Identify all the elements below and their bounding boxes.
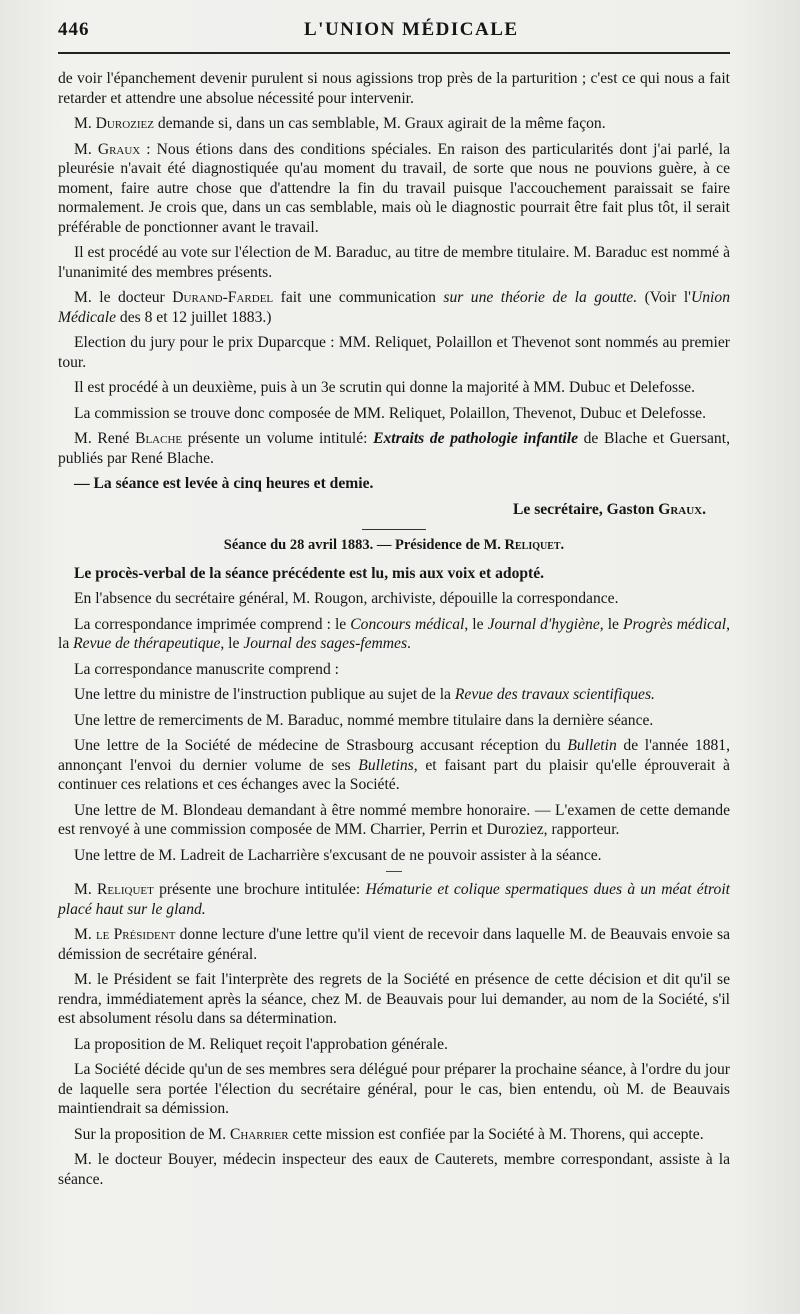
paragraph: Une lettre de remerciments de M. Baraduc, nommé membre titulaire dans la dernière séance.: [74, 711, 654, 729]
text-run: sur une théorie de la goutte.: [443, 289, 638, 306]
text-run: cette mission est confiée par la Société à M. Thorens, qui accepte.: [288, 1125, 704, 1143]
text-run: de l'année 1881, annonçant l'envoi du dernier volume de ses: [58, 737, 730, 774]
text-run: présente une brochure intitulée:: [153, 881, 366, 898]
paragraph: [58, 429, 730, 468]
text-run: Revue de thérapeutique: [73, 635, 221, 652]
paragraph: Une lettre de M. Blondeau demandant à être nommé membre honoraire. — L'examen de cette demande est renvoyé à une commission composée de MM. Charrier, Perrin et Duroziez, rapporteur.: [58, 801, 730, 838]
paragraph: Election du jury pour le prix Duparcque : MM. Reliquet, Polaillon et Thevenot sont nommés au premier tour.: [58, 334, 730, 371]
paragraph: [58, 288, 730, 327]
text-run: M. le docteur: [74, 289, 173, 306]
text-run: Union Médicale: [58, 289, 730, 326]
text-run: Extraits de pathologie infantile: [373, 430, 578, 447]
paragraph: Une lettre de M. Ladreit de Lacharrière s'excusant de ne pouvoir assister à la séance.: [74, 846, 602, 864]
text-run: fait une communication: [273, 289, 444, 306]
text-run: Charrier: [229, 1125, 289, 1143]
session-close: — La séance est levée à cinq heures et demie.: [74, 475, 374, 492]
paragraph: En l'absence du secrétaire général, M. Rougon, archiviste, dépouille la correspondance.: [74, 590, 619, 607]
paragraph: [58, 685, 730, 705]
text-run: Sur la proposition de M.: [74, 1125, 230, 1143]
journal-title: L'UNION MÉDICALE: [304, 19, 519, 40]
text-run: M.: [74, 881, 98, 898]
text-run: M. René: [74, 430, 136, 447]
text-run: Une lettre du ministre de l'instruction publique au sujet de la: [74, 686, 455, 703]
text-run: de Blache et Guersant, publiés par René Blache.: [58, 430, 730, 467]
section-divider: [386, 871, 402, 872]
text-run: Bulletin: [567, 737, 617, 754]
section-divider: [362, 529, 426, 530]
page-number: 446: [58, 19, 90, 40]
text-run: Duroziez: [95, 115, 154, 132]
paragraph: [58, 880, 730, 919]
text-run: La correspondance imprimée comprend : le: [74, 615, 351, 633]
paragraph: [58, 1125, 730, 1145]
paragraph: La correspondance manuscrite comprend :: [74, 660, 339, 678]
page-header: [58, 16, 730, 44]
header-rule: [58, 52, 730, 54]
paragraph: [58, 925, 730, 964]
text-run: donne lecture d'une lettre qu'il vient de recevoir dans laquelle M. de Beauvais envoie sa démission de secrétaire général.: [58, 926, 730, 963]
article-body: [58, 69, 730, 1195]
text-run: , le: [464, 615, 488, 633]
text-run: Blache: [135, 430, 183, 447]
text-run: Reliquet.: [504, 537, 565, 553]
text-run: : Nous étions dans des conditions spéciales. En raison des particularités dont j'ai parlé, la pleurésie n'avait été diagnostiquée qu'au moment du travail, de sorte que nous ne pouvions guère, à ce moment, faire autre chose que d'attendre la fin du travail puisque l'accouchement paraissait se faire normalement. Je crois que, dans un cas semblable, mais où le diagnostic pourrait être fait plus tôt, il serait préférable de ponctionner avant le travail.: [58, 140, 730, 236]
text-run: Durand-Fardel: [172, 289, 274, 306]
paragraph: [58, 736, 730, 795]
paragraph: La Société décide qu'un de ses membres sera délégué pour préparer la prochaine séance, à l'ordre du jour de laquelle sera portée l'élection du secrétaire général, pour le cas, bien entendu, où M. de Beauvais maintiendrait sa démission.: [58, 1061, 730, 1117]
text-run: .: [407, 635, 411, 652]
text-run: Concours médical: [350, 615, 465, 633]
text-run: , le: [220, 635, 244, 652]
paragraph: La commission se trouve donc composée de MM. Reliquet, Polaillon, Thevenot, Dubuc et Delefosse.: [74, 404, 706, 422]
text-run: Graux: [97, 140, 141, 158]
text-run: le Président: [95, 926, 176, 943]
paragraph: M. le Président se fait l'interprète des regrets de la Société en présence de cette décision et dit qu'il se rendra, immédiatement après la séance, chez M. de Beauvais pour lui demander, au nom de la Société, s'il est absolument résolu dans sa détermination.: [58, 971, 730, 1027]
paragraph: M. le docteur Bouyer, médecin inspecteur des eaux de Cauterets, membre correspondant, assiste à la séance.: [58, 1151, 730, 1188]
text-run: Hématurie et colique spermatiques dues à un méat étroit placé haut sur le gland.: [58, 881, 731, 918]
text-run: (Voir l': [637, 289, 691, 306]
text-run: Revue des travaux scientifiques.: [454, 686, 655, 703]
text-run: Journal d'hygiène: [487, 615, 600, 633]
text-run: Reliquet: [97, 881, 154, 898]
text-run: Séance du 28 avril 1883. — Présidence de M.: [223, 537, 505, 553]
session-title: [58, 536, 730, 556]
paragraph: Il est procédé au vote sur l'élection de M. Baraduc, au titre de membre titulaire. M. Baraduc est nommé à l'unanimité des membres présents.: [58, 244, 730, 281]
text-run: , la: [58, 615, 730, 652]
text-run: Progrès médical: [623, 615, 727, 633]
paragraph: M. Duroziez demande si, dans un cas semblable, M. Graux agirait de la même façon.: [74, 115, 606, 132]
text-run: , le: [599, 615, 624, 633]
paragraph: M. Graux : Nous étions dans des conditions spéciales. En raison des particularités dont j'ai parlé, la pleurésie n'avait été diagnostiquée qu'au moment du travail, de sorte que nous ne pouvions guère, à ce moment, faire autre chose que d'attendre la fin du travail puisque l'accouchement paraissait se faire normalement. Je crois que, dans un cas semblable, mais où le diagnostic pourrait être fait plus tôt, il serait préférable de ponctionner avant le travail.: [58, 140, 730, 236]
paragraph: Il est procédé à un deuxième, puis à un 3e scrutin qui donne la majorité à MM. Dubuc et Delefosse.: [74, 379, 695, 396]
text-run: présente un volume intitulé:: [182, 430, 374, 447]
text-run: Bulletins: [358, 756, 414, 774]
signature: [58, 500, 730, 520]
text-run: Journal des sages-femmes: [243, 635, 408, 652]
text-run: des 8 et 12 juillet 1883.): [116, 308, 272, 326]
paragraph: [58, 615, 730, 654]
text-run: M.: [74, 926, 96, 943]
text-run: , et faisant part du plaisir qu'elle éprouverait à continuer ces relations et ces échanges avec la Société.: [58, 756, 730, 793]
text-run: Graux.: [658, 500, 706, 518]
paragraph: Le procès-verbal de la séance précédente est lu, mis aux voix et adopté.: [74, 564, 545, 582]
paragraph: de voir l'épanchement devenir purulent si nous agissions trop près de la parturition ; c'est ce qui nous a fait retarder et attendre une absolue nécessité pour intervenir.: [58, 70, 730, 107]
text-run: Le secrétaire, Gaston: [512, 500, 659, 518]
paragraph: La proposition de M. Reliquet reçoit l'approbation générale.: [74, 1035, 448, 1053]
text-run: demande si, dans un cas semblable, M. Graux agirait de la même façon.: [153, 115, 606, 132]
text-run: Une lettre de la Société de médecine de Strasbourg accusant réception du: [74, 737, 568, 754]
